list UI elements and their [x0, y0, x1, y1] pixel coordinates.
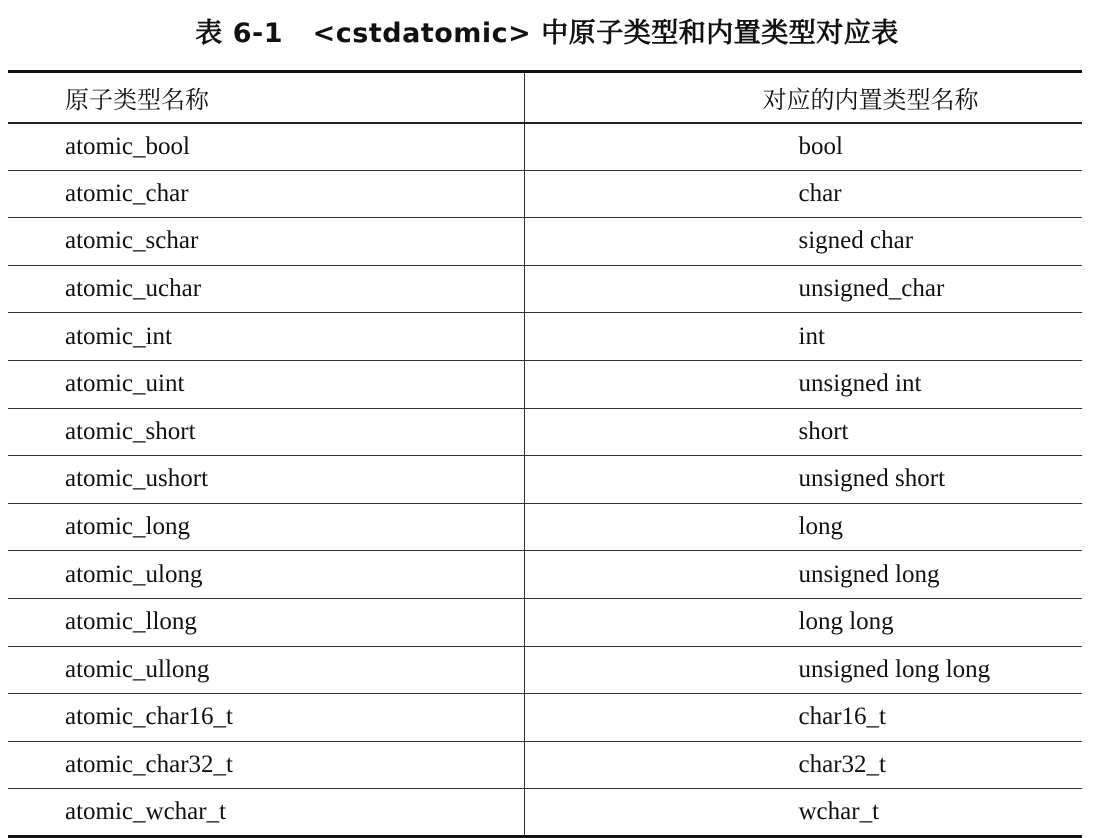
- table-row: [8, 313, 1082, 361]
- builtin-type-cell: char32_t: [524, 741, 1082, 789]
- header-atomic-type-name: 原子类型名称: [8, 72, 524, 123]
- table-row: [8, 170, 1082, 218]
- table-row: [8, 360, 1082, 408]
- table-row: [8, 598, 1082, 646]
- atomic-type-cell: atomic_ushort: [8, 456, 524, 504]
- table-caption: 表 6-1 <cstdatomic> 中原子类型和内置类型对应表: [195, 18, 899, 49]
- builtin-type-cell: unsigned_char: [524, 265, 1082, 313]
- builtin-type-cell: short: [524, 408, 1082, 456]
- table-row: [8, 265, 1082, 313]
- type-mapping-table-container: [8, 70, 1082, 838]
- atomic-type-cell: atomic_long: [8, 503, 524, 551]
- atomic-type-cell: atomic_ulong: [8, 551, 524, 599]
- atomic-type-cell: atomic_wchar_t: [8, 789, 524, 837]
- header-builtin-type-name: 对应的内置类型名称: [524, 72, 1082, 123]
- builtin-type-cell: long long: [524, 598, 1082, 646]
- table-row: [8, 408, 1082, 456]
- table-header-row: [8, 72, 1082, 123]
- builtin-type-cell: unsigned int: [524, 360, 1082, 408]
- builtin-type-cell: bool: [524, 123, 1082, 171]
- atomic-type-cell: atomic_short: [8, 408, 524, 456]
- table-row: [8, 456, 1082, 504]
- atomic-type-cell: atomic_int: [8, 313, 524, 361]
- table-header: [8, 72, 1082, 123]
- atomic-type-cell: atomic_llong: [8, 598, 524, 646]
- builtin-type-cell: signed char: [524, 218, 1082, 266]
- builtin-type-cell: long: [524, 503, 1082, 551]
- table-row: [8, 218, 1082, 266]
- type-mapping-table: [8, 70, 1082, 838]
- table-row: [8, 123, 1082, 171]
- builtin-type-cell: unsigned long: [524, 551, 1082, 599]
- table-row: [8, 789, 1082, 837]
- table-row: [8, 646, 1082, 694]
- table-row: [8, 503, 1082, 551]
- atomic-type-cell: atomic_schar: [8, 218, 524, 266]
- atomic-type-cell: atomic_char16_t: [8, 694, 524, 742]
- builtin-type-cell: char: [524, 170, 1082, 218]
- table-row: [8, 741, 1082, 789]
- table-body: [8, 123, 1082, 837]
- atomic-type-cell: atomic_uchar: [8, 265, 524, 313]
- builtin-type-cell: char16_t: [524, 694, 1082, 742]
- atomic-type-cell: atomic_uint: [8, 360, 524, 408]
- table-row: [8, 551, 1082, 599]
- builtin-type-cell: wchar_t: [524, 789, 1082, 837]
- atomic-type-cell: atomic_ullong: [8, 646, 524, 694]
- atomic-type-cell: atomic_char: [8, 170, 524, 218]
- builtin-type-cell: unsigned long long: [524, 646, 1082, 694]
- builtin-type-cell: unsigned short: [524, 456, 1082, 504]
- atomic-type-cell: atomic_char32_t: [8, 741, 524, 789]
- builtin-type-cell: int: [524, 313, 1082, 361]
- atomic-type-cell: atomic_bool: [8, 123, 524, 171]
- table-row: [8, 694, 1082, 742]
